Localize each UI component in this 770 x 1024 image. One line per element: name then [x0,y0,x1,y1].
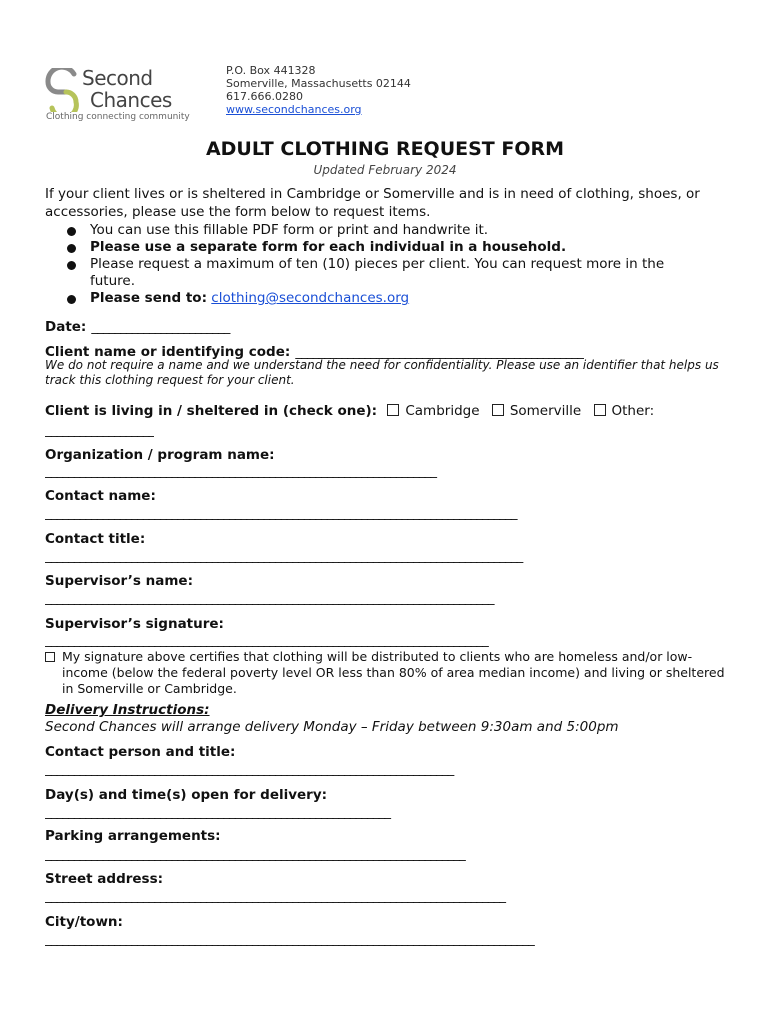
contact-title-label: Contact title: [45,531,146,547]
list-item [45,256,695,290]
list-item [45,222,695,239]
supervisor-signature-label: Supervisor’s signature: [45,616,224,632]
logo-mark-icon [44,68,80,112]
delivery-days-label: Day(s) and time(s) open for delivery: [45,787,328,803]
parking-field[interactable]: _________________________________________________________________________ [45,846,465,862]
bullet-icon [67,295,76,304]
living-in-label: Client is living in / sheltered in (check one): [45,403,378,419]
other-checkbox[interactable] [594,404,606,416]
delivery-subtext: Second Chances will arrange delivery Monday – Friday between 9:30am and 5:00pm [45,719,619,735]
somerville-checkbox[interactable] [492,404,504,416]
cambridge-option: Cambridge [405,403,480,419]
address-block [226,64,411,116]
certify-checkbox[interactable] [45,652,55,662]
bullet-text: Please use a separate form for each individual in a household. [90,239,567,255]
address-line-1: P.O. Box 441328 [226,64,316,77]
list-item [45,239,695,256]
email-link[interactable]: clothing@secondchances.org [211,290,410,306]
org-field[interactable]: ____________________________________________________________________ [45,463,436,479]
street-address-label: Street address: [45,871,164,887]
bullet-icon [67,261,76,270]
supervisor-name-label: Supervisor’s name: [45,573,193,589]
city-label: City/town: [45,914,123,930]
bullet-text: You can use this fillable PDF form or print and handwrite it. [90,222,489,238]
delivery-days-field[interactable]: ____________________________________________________________ [45,804,390,820]
street-address-field[interactable]: ________________________________________________________________________________ [45,888,505,904]
date-label: Date: [45,319,87,335]
certify-text: My signature above certifies that clothing will be distributed to clients who are homeless and/or low-income (below the federal poverty level OR less than 80% of area median income) and living or sheltered in Somerville or Cambridge. [62,649,725,696]
page-title: ADULT CLOTHING REQUEST FORM [205,138,565,160]
logo-word-second: Second [82,66,153,90]
list-item [45,290,695,307]
client-note: We do not require a name and we understand the need for confidentiality. Please use an identifier that helps us track this clothing request for your client. [45,358,719,387]
supervisor-name-field[interactable]: ______________________________________________________________________________ [45,590,494,606]
somerville-option: Somerville [509,403,582,419]
phone: 617.666.0280 [226,90,303,103]
bullet-icon [67,227,76,236]
delivery-heading: Delivery Instructions: [45,702,210,718]
contact-name-field[interactable]: __________________________________________________________________________________ [45,505,517,521]
other-option: Other: [611,403,655,419]
bullet-text: Please request a maximum of ten (10) pieces per client. You can request more in the future. [90,256,665,289]
other-field[interactable]: ___________________ [45,422,155,438]
intro-text: If your client lives or is sheltered in Cambridge or Somerville and is in need of clothing, shoes, or accessories, please use the form below to request items. [45,186,700,220]
contact-title-field[interactable]: ___________________________________________________________________________________ [45,548,523,564]
logo-tagline: Clothing connecting community [46,112,190,122]
date-field[interactable]: ________________________ [91,319,230,335]
city-field[interactable]: _____________________________________________________________________________________ [45,931,534,947]
cambridge-checkbox[interactable] [387,404,399,416]
contact-person-field[interactable]: _______________________________________________________________________ [45,761,454,777]
updated-date: Updated February 2024 [313,163,457,177]
contact-person-label: Contact person and title: [45,744,236,760]
website-link[interactable]: www.secondchances.org [226,103,362,116]
client-name-field[interactable]: __________________________________________________ [295,344,583,360]
parking-label: Parking arrangements: [45,828,221,844]
client-name-label: Client name or identifying code: [45,344,291,360]
contact-name-label: Contact name: [45,488,156,504]
logo-word-chances: Chances [90,88,172,112]
send-to-label: Please send to: [90,290,207,306]
org-label: Organization / program name: [45,447,275,463]
address-line-2: Somerville, Massachusetts 02144 [226,77,411,90]
bullet-icon [67,244,76,253]
logo [44,64,190,128]
certify-statement [45,649,735,697]
supervisor-signature-field[interactable]: _____________________________________________________________________________ [45,632,488,648]
instructions-list [45,222,695,307]
